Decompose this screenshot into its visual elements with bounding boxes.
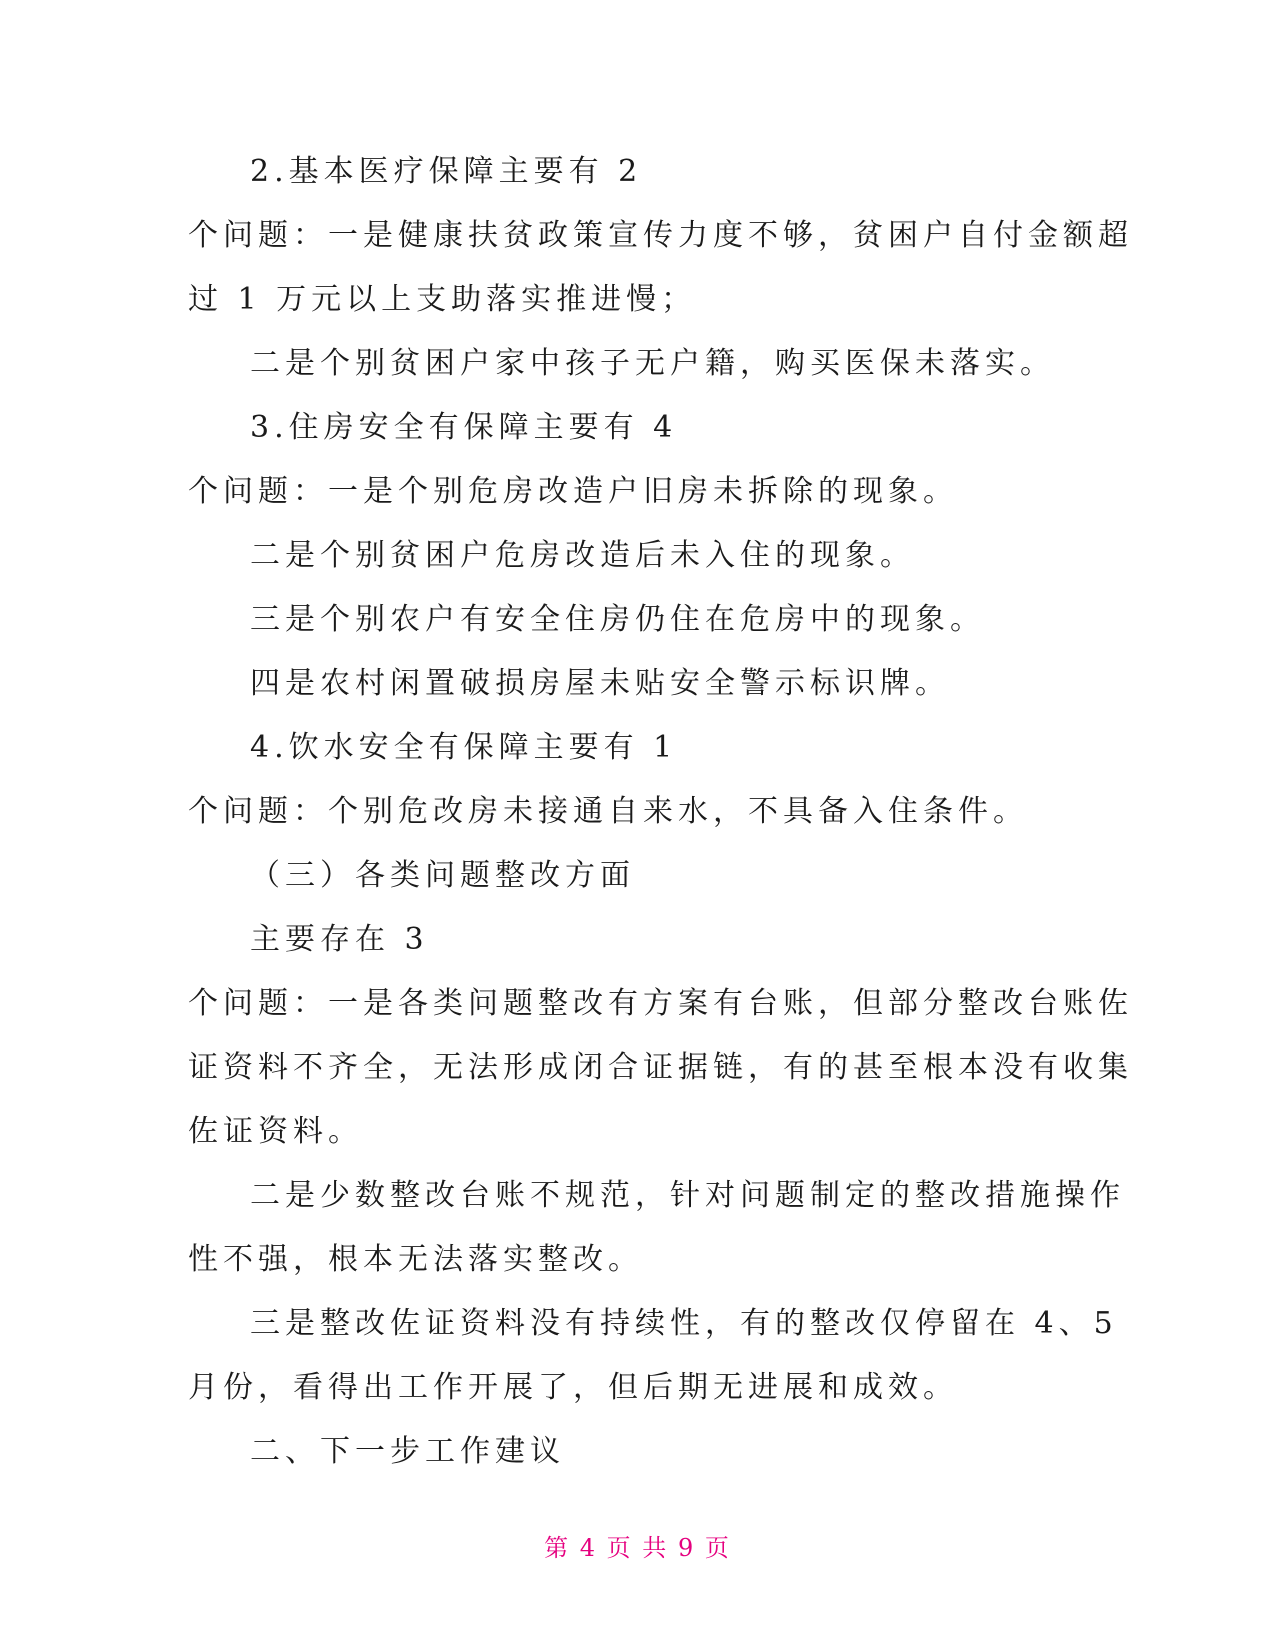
paragraph-line: 三是整改佐证资料没有持续性，有的整改仅停留在 4、5 — [250, 1306, 1118, 1341]
paragraph-line: 月份，看得出工作开展了，但后期无进展和成效。 — [188, 1370, 958, 1405]
paragraph-line: 四是农村闲置破损房屋未贴安全警示标识牌。 — [250, 666, 950, 701]
paragraph-line: 佐证资料。 — [188, 1114, 363, 1149]
paragraph-line: 个问题：一是个别危房改造户旧房未拆除的现象。 — [188, 474, 958, 509]
paragraph-line: 主要存在 3 — [250, 922, 429, 957]
paragraph-line: 二是个别贫困户家中孩子无户籍，购买医保未落实。 — [250, 346, 1055, 381]
paragraph-line: 个问题：个别危改房未接通自来水，不具备入住条件。 — [188, 794, 1028, 829]
paragraph-line: 过 1 万元以上支助落实推进慢； — [188, 282, 697, 317]
paragraph-line: 二是少数整改台账不规范，针对问题制定的整改措施操作 — [250, 1178, 1125, 1213]
paragraph-line: 个问题：一是各类问题整改有方案有台账，但部分整改台账佐 — [188, 986, 1133, 1021]
document-body — [188, 140, 1133, 1484]
paragraph-line: 二是个别贫困户危房改造后未入住的现象。 — [250, 538, 915, 573]
paragraph-line: 证资料不齐全，无法形成闭合证据链，有的甚至根本没有收集 — [188, 1050, 1133, 1085]
paragraph-line: 2.基本医疗保障主要有 2 — [250, 154, 643, 189]
paragraph-line: 三是个别农户有安全住房仍住在危房中的现象。 — [250, 602, 985, 637]
paragraph-line: 3.住房安全有保障主要有 4 — [250, 410, 678, 445]
paragraph-line: 性不强，根本无法落实整改。 — [188, 1242, 643, 1277]
paragraph-line: 个问题：一是健康扶贫政策宣传力度不够，贫困户自付金额超 — [188, 218, 1133, 253]
section-heading: 二、下一步工作建议 — [250, 1434, 565, 1469]
paragraph-line: 4.饮水安全有保障主要有 1 — [250, 730, 678, 765]
section-heading: （三）各类问题整改方面 — [250, 858, 635, 893]
page-number-footer: 第 4 页 共 9 页 — [544, 1534, 731, 1562]
